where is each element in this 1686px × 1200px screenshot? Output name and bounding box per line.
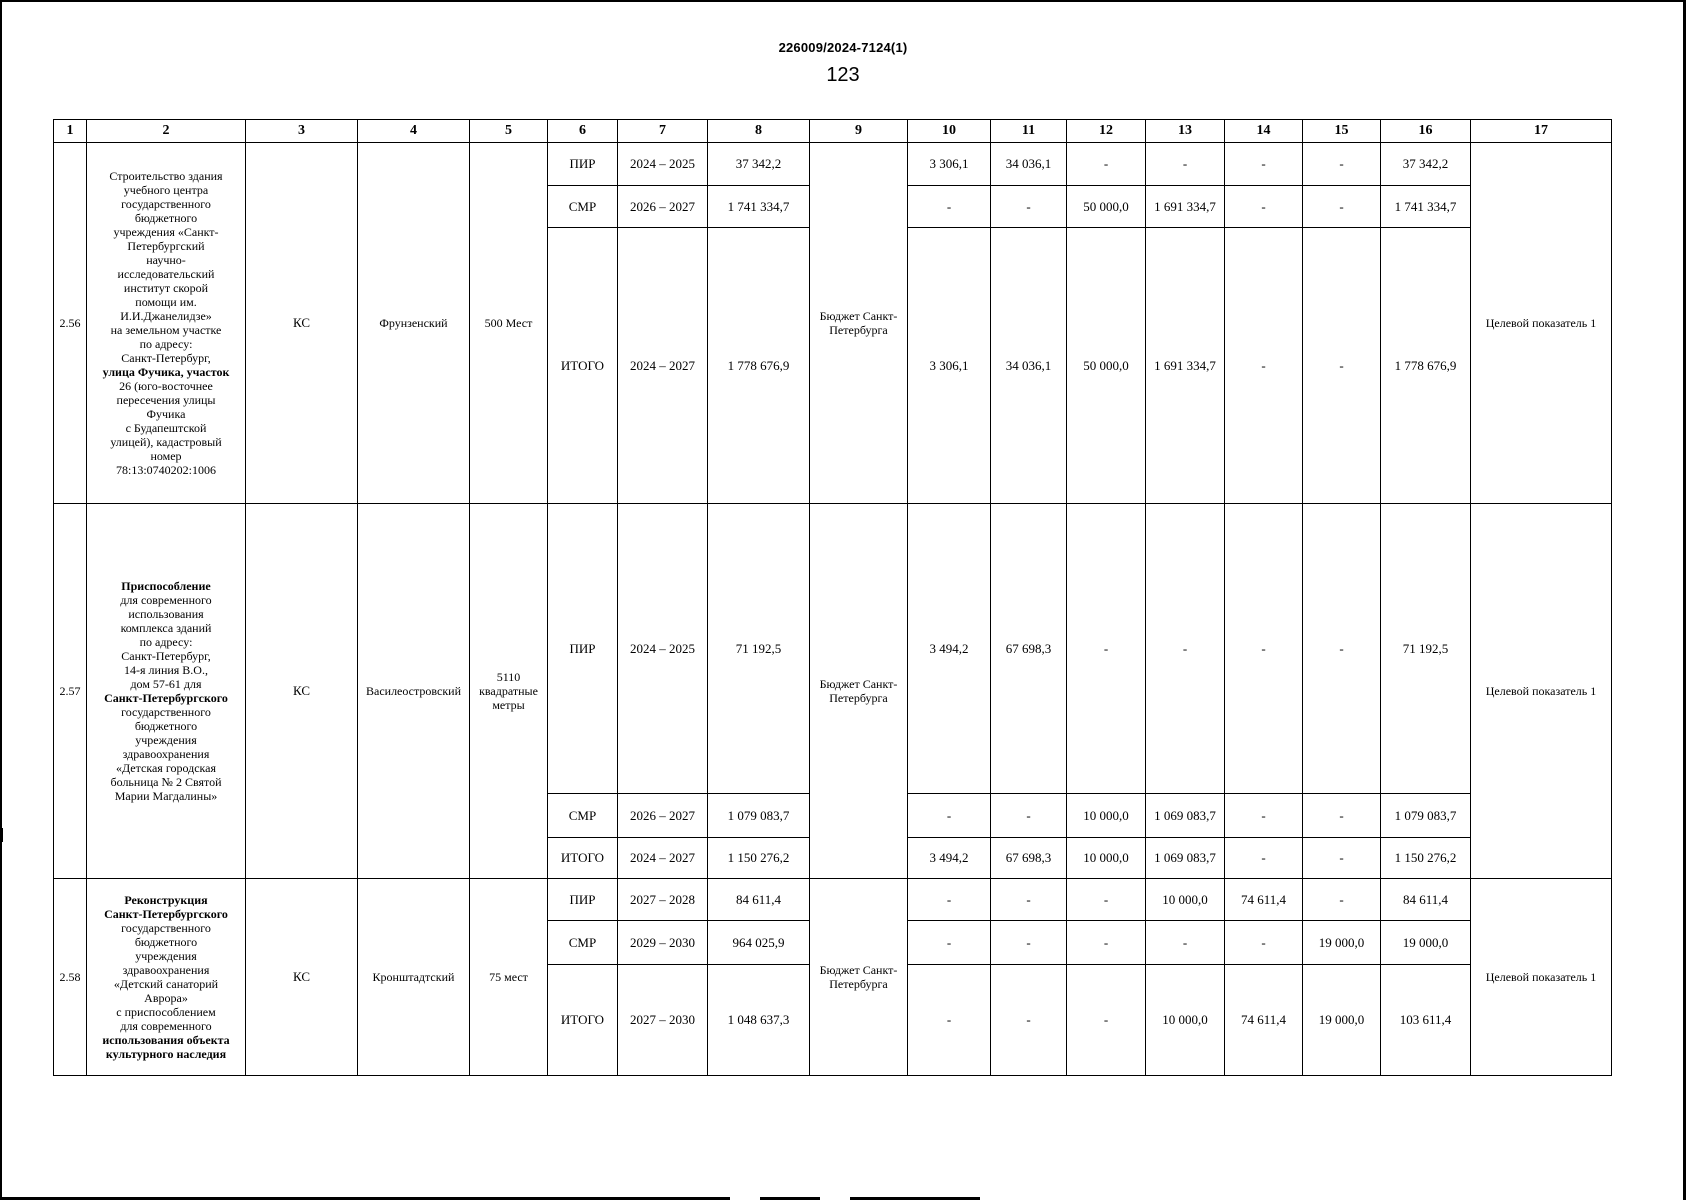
total-cost: 84 611,4 bbox=[708, 879, 810, 921]
year-amount: 71 192,5 bbox=[1381, 504, 1471, 794]
object-name-line: улицей), кадастровый bbox=[110, 435, 222, 450]
year-amount: - bbox=[991, 879, 1067, 921]
year-amount: - bbox=[1225, 186, 1303, 228]
year-amount: 10 000,0 bbox=[1146, 965, 1225, 1076]
year-amount: 103 611,4 bbox=[1381, 965, 1471, 1076]
object-name-line: «Детский санаторий bbox=[113, 977, 219, 991]
column-header: 6 bbox=[548, 120, 618, 143]
year-amount: 19 000,0 bbox=[1381, 921, 1471, 965]
object-name-line: государственного bbox=[121, 920, 211, 935]
table-row bbox=[54, 879, 1612, 921]
target-indicator: Целевой показатель 1 bbox=[1471, 504, 1612, 879]
object-name-line: здравоохранения bbox=[122, 962, 210, 977]
capacity: 5110 квадратные метры bbox=[470, 504, 548, 879]
object-name-line: культурного наследия bbox=[105, 1047, 227, 1062]
period: 2024 – 2027 bbox=[618, 838, 708, 879]
object-name-line: здравоохранения bbox=[122, 747, 210, 762]
column-header: 3 bbox=[246, 120, 358, 143]
capacity: 500 Мест bbox=[470, 143, 548, 504]
year-amount: - bbox=[1067, 504, 1146, 794]
object-name-line: использования объекта bbox=[102, 1033, 230, 1048]
year-amount: - bbox=[908, 186, 991, 228]
year-amount: 3 494,2 bbox=[908, 504, 991, 794]
document-id: 226009/2024-7124(1) bbox=[778, 40, 908, 55]
work-type: ИТОГО bbox=[548, 965, 618, 1076]
period: 2026 – 2027 bbox=[618, 186, 708, 228]
period: 2027 – 2028 bbox=[618, 879, 708, 921]
year-amount: 3 306,1 bbox=[908, 228, 991, 504]
object-name-line: бюджетного bbox=[134, 719, 198, 734]
year-amount: - bbox=[908, 965, 991, 1076]
year-amount: 1 778 676,9 bbox=[1381, 228, 1471, 504]
year-amount: - bbox=[1225, 143, 1303, 186]
object-name-line: дом 57-61 для bbox=[130, 676, 202, 691]
program-table bbox=[53, 119, 1612, 1076]
column-header: 2 bbox=[87, 120, 246, 143]
object-name-line: Санкт-Петербург, bbox=[121, 351, 211, 366]
year-amount: 74 611,4 bbox=[1225, 965, 1303, 1076]
object-name-line: больница № 2 Святой bbox=[110, 775, 222, 790]
year-amount: 67 698,3 bbox=[991, 838, 1067, 879]
year-amount: 1 150 276,2 bbox=[1381, 838, 1471, 879]
object-name-line: «Детская городская bbox=[115, 761, 217, 776]
period: 2024 – 2027 bbox=[618, 228, 708, 504]
column-header: 13 bbox=[1146, 120, 1225, 143]
object-name-line: номер bbox=[150, 449, 182, 464]
construction-type: КС bbox=[246, 143, 358, 504]
year-amount: 1 691 334,7 bbox=[1146, 228, 1225, 504]
work-type: ПИР bbox=[548, 879, 618, 921]
object-name-line: Санкт-Петербург, bbox=[121, 648, 211, 663]
column-header: 11 bbox=[991, 120, 1067, 143]
object-name bbox=[87, 879, 246, 1076]
district: Василеостровский bbox=[358, 504, 470, 879]
year-amount: - bbox=[908, 794, 991, 838]
object-name bbox=[87, 143, 246, 504]
work-type: ПИР bbox=[548, 143, 618, 186]
total-cost: 964 025,9 bbox=[708, 921, 810, 965]
year-amount: - bbox=[1225, 921, 1303, 965]
year-amount: 10 000,0 bbox=[1146, 879, 1225, 921]
object-name-line: Марии Магдалины» bbox=[114, 789, 218, 804]
column-header: 14 bbox=[1225, 120, 1303, 143]
column-header: 15 bbox=[1303, 120, 1381, 143]
object-name-line: с приспособлением bbox=[116, 1005, 216, 1020]
year-amount: - bbox=[908, 921, 991, 965]
column-header: 17 bbox=[1471, 120, 1612, 143]
total-cost: 1 778 676,9 bbox=[708, 228, 810, 504]
work-type: ИТОГО bbox=[548, 838, 618, 879]
object-name-line: государственного bbox=[121, 196, 211, 211]
year-amount: - bbox=[1303, 504, 1381, 794]
year-amount: - bbox=[908, 879, 991, 921]
scan-mark bbox=[0, 828, 3, 842]
object-name-line: государственного bbox=[121, 705, 211, 720]
year-amount: 37 342,2 bbox=[1381, 143, 1471, 186]
column-header: 9 bbox=[810, 120, 908, 143]
object-name-line: для современного bbox=[120, 592, 212, 607]
year-amount: - bbox=[1303, 838, 1381, 879]
year-amount: 19 000,0 bbox=[1303, 921, 1381, 965]
object-name-line: на земельном участке bbox=[110, 323, 222, 337]
year-amount: - bbox=[1146, 921, 1225, 965]
work-type: СМР bbox=[548, 921, 618, 965]
header-row bbox=[54, 120, 1612, 143]
year-amount: - bbox=[1303, 228, 1381, 504]
district: Кронштадтский bbox=[358, 879, 470, 1076]
work-type: СМР bbox=[548, 794, 618, 838]
object-name-line: 78:13:0740202:1006 bbox=[115, 463, 216, 478]
year-amount: 10 000,0 bbox=[1067, 794, 1146, 838]
year-amount: - bbox=[991, 186, 1067, 228]
table-row bbox=[54, 504, 1612, 794]
year-amount: - bbox=[1146, 504, 1225, 794]
object-name-line: учреждения bbox=[135, 733, 197, 748]
object-name-line: использования bbox=[128, 606, 204, 621]
target-indicator: Целевой показатель 1 bbox=[1471, 879, 1612, 1076]
object-name-line: Аврора» bbox=[144, 991, 188, 1006]
total-cost: 71 192,5 bbox=[708, 504, 810, 794]
object-name-line: исследовательский bbox=[117, 266, 215, 281]
year-amount: 1 069 083,7 bbox=[1146, 838, 1225, 879]
year-amount: 74 611,4 bbox=[1225, 879, 1303, 921]
year-amount: - bbox=[1067, 879, 1146, 921]
construction-type: КС bbox=[246, 879, 358, 1076]
object-name-line: с Будапештской bbox=[125, 421, 207, 436]
capacity: 75 мест bbox=[470, 879, 548, 1076]
total-cost: 1 048 637,3 bbox=[708, 965, 810, 1076]
period: 2024 – 2025 bbox=[618, 143, 708, 186]
object-name-line: Приспособление bbox=[121, 578, 211, 593]
total-cost: 1 150 276,2 bbox=[708, 838, 810, 879]
object-name-line: институт скорой bbox=[123, 280, 209, 295]
year-amount: - bbox=[1303, 794, 1381, 838]
target-indicator: Целевой показатель 1 bbox=[1471, 143, 1612, 504]
object-name-line: для современного bbox=[120, 1019, 212, 1034]
year-amount: 1 079 083,7 bbox=[1381, 794, 1471, 838]
object-name-line: комплекса зданий bbox=[120, 620, 212, 635]
object-name-line: И.И.Джанелидзе» bbox=[120, 308, 212, 323]
year-amount: 1 691 334,7 bbox=[1146, 186, 1225, 228]
object-name-line: Строительство здания bbox=[109, 168, 223, 183]
year-amount: - bbox=[991, 965, 1067, 1076]
work-type: ПИР bbox=[548, 504, 618, 794]
row-number: 2.58 bbox=[54, 879, 87, 1076]
row-number: 2.57 bbox=[54, 504, 87, 879]
funding-source: Бюджет Санкт-Петербурга bbox=[810, 879, 908, 1076]
column-header: 16 bbox=[1381, 120, 1471, 143]
year-amount: 1 741 334,7 bbox=[1381, 186, 1471, 228]
row-number: 2.56 bbox=[54, 143, 87, 504]
year-amount: 34 036,1 bbox=[991, 143, 1067, 186]
year-amount: - bbox=[1303, 186, 1381, 228]
funding-source: Бюджет Санкт-Петербурга bbox=[810, 504, 908, 879]
year-amount: - bbox=[1225, 228, 1303, 504]
year-amount: 19 000,0 bbox=[1303, 965, 1381, 1076]
year-amount: - bbox=[1067, 965, 1146, 1076]
table-body bbox=[54, 120, 1612, 1076]
year-amount: 50 000,0 bbox=[1067, 228, 1146, 504]
column-header: 12 bbox=[1067, 120, 1146, 143]
period: 2029 – 2030 bbox=[618, 921, 708, 965]
object-name-line: учебного центра bbox=[123, 182, 209, 197]
period: 2026 – 2027 bbox=[618, 794, 708, 838]
column-header: 10 bbox=[908, 120, 991, 143]
year-amount: 3 306,1 bbox=[908, 143, 991, 186]
year-amount: 84 611,4 bbox=[1381, 879, 1471, 921]
object-name-line: пересечения улицы bbox=[116, 393, 216, 408]
object-name-line: Санкт-Петербургского bbox=[104, 906, 228, 921]
year-amount: - bbox=[991, 921, 1067, 965]
object-name bbox=[87, 504, 246, 879]
total-cost: 1 741 334,7 bbox=[708, 186, 810, 228]
object-name-line: бюджетного bbox=[134, 934, 198, 949]
column-header: 5 bbox=[470, 120, 548, 143]
year-amount: - bbox=[1225, 794, 1303, 838]
year-amount: - bbox=[1225, 504, 1303, 794]
year-amount: 3 494,2 bbox=[908, 838, 991, 879]
object-name-line: улица Фучика, участок bbox=[102, 365, 230, 380]
column-header: 8 bbox=[708, 120, 810, 143]
construction-type: КС bbox=[246, 504, 358, 879]
district: Фрунзенский bbox=[358, 143, 470, 504]
object-name-line: Реконструкция bbox=[124, 892, 208, 907]
year-amount: - bbox=[1303, 143, 1381, 186]
work-type: СМР bbox=[548, 186, 618, 228]
object-name-line: 14-я линия В.О., bbox=[124, 662, 208, 677]
object-name-line: по адресу: bbox=[139, 337, 193, 352]
column-header: 1 bbox=[54, 120, 87, 143]
object-name-line: Санкт-Петербургского bbox=[104, 691, 228, 705]
year-amount: 67 698,3 bbox=[991, 504, 1067, 794]
funding-source: Бюджет Санкт-Петербурга bbox=[810, 143, 908, 504]
object-name-line: учреждения «Санкт- bbox=[113, 224, 219, 239]
year-amount: - bbox=[991, 794, 1067, 838]
object-name-line: бюджетного bbox=[134, 210, 198, 225]
year-amount: 34 036,1 bbox=[991, 228, 1067, 504]
period: 2024 – 2025 bbox=[618, 504, 708, 794]
object-name-line: помощи им. bbox=[135, 294, 197, 309]
year-amount: 50 000,0 bbox=[1067, 186, 1146, 228]
year-amount: - bbox=[1303, 879, 1381, 921]
year-amount: - bbox=[1146, 143, 1225, 186]
page-number: 123 bbox=[826, 64, 860, 86]
year-amount: - bbox=[1067, 143, 1146, 186]
year-amount: - bbox=[1225, 838, 1303, 879]
period: 2027 – 2030 bbox=[618, 965, 708, 1076]
total-cost: 37 342,2 bbox=[708, 143, 810, 186]
total-cost: 1 079 083,7 bbox=[708, 794, 810, 838]
table-row bbox=[54, 143, 1612, 186]
object-name-line: учреждения bbox=[135, 948, 197, 963]
work-type: ИТОГО bbox=[548, 228, 618, 504]
column-header: 7 bbox=[618, 120, 708, 143]
year-amount: 1 069 083,7 bbox=[1146, 794, 1225, 838]
year-amount: - bbox=[1067, 921, 1146, 965]
object-name-line: по адресу: bbox=[139, 634, 193, 649]
column-header: 4 bbox=[358, 120, 470, 143]
year-amount: 10 000,0 bbox=[1067, 838, 1146, 879]
object-name-line: Петербургский bbox=[127, 238, 205, 253]
object-name-line: 26 (юго-восточнее bbox=[119, 379, 213, 394]
object-name-line: Фучика bbox=[146, 407, 186, 422]
object-name-line: научно- bbox=[146, 252, 186, 267]
